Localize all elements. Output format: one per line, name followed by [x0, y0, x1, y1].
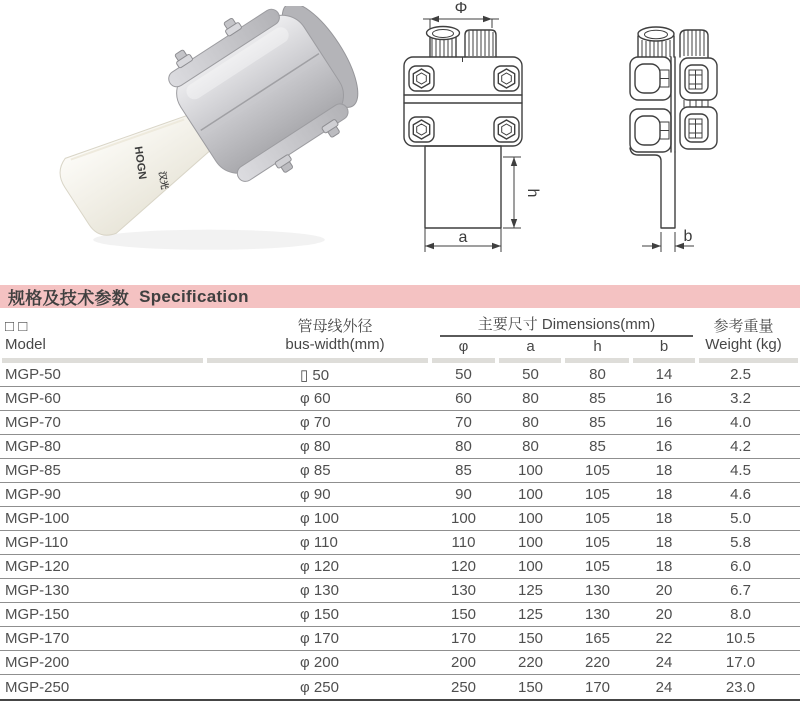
cell-a: 100	[517, 534, 544, 551]
band-segment	[207, 358, 428, 363]
dim-label-h: h	[524, 188, 541, 198]
cell-phi: 100	[450, 510, 477, 527]
cell-b: 14	[655, 366, 673, 383]
column-header-model	[0, 318, 240, 356]
section-title-zh: 规格及技术参数	[8, 289, 130, 308]
bus-header-zh: 管母线外径	[297, 317, 373, 335]
cell-weight: 3.2	[730, 390, 751, 407]
cell-model: MGP-150	[5, 606, 70, 623]
cell-a: 100	[517, 510, 544, 527]
cell-phi: 80	[455, 438, 472, 455]
model-header-en: Model	[5, 336, 46, 354]
cell-bus-width: φ 150	[300, 606, 339, 623]
product-photo-illustration	[58, 6, 360, 258]
photo-shadow	[93, 230, 325, 250]
dim-label-a: a	[458, 229, 468, 246]
cell-b: 18	[655, 558, 673, 575]
cell-bus-width: φ 200	[300, 654, 339, 671]
table-row	[0, 675, 800, 699]
clamp-body-outline	[404, 57, 522, 146]
cell-bus-width: φ 70	[300, 414, 331, 431]
cell-bus-width: φ 85	[300, 462, 331, 479]
section-title-bar	[0, 285, 800, 308]
table-row	[0, 387, 800, 411]
cell-b: 22	[655, 630, 673, 647]
column-header-bus-width	[240, 318, 430, 356]
cell-a: 50	[522, 366, 539, 383]
front-view-svg	[390, 0, 570, 262]
cell-a: 80	[522, 438, 539, 455]
table-row	[0, 603, 800, 627]
band-segment	[633, 358, 695, 363]
cell-phi: 250	[450, 678, 477, 696]
model-header-zh: □ □	[5, 317, 28, 335]
cell-b: 18	[655, 462, 673, 479]
cell-weight: 5.0	[730, 510, 751, 527]
dimensions-subheaders	[430, 337, 697, 355]
cell-phi: 170	[450, 630, 477, 647]
cell-model: MGP-100	[5, 510, 70, 527]
cell-weight: 2.5	[730, 366, 751, 383]
table-row	[0, 363, 800, 387]
cell-h: 105	[584, 462, 611, 479]
cell-weight: 4.5	[730, 462, 751, 479]
subheader-phi: φ	[458, 338, 469, 355]
table-body	[0, 363, 800, 701]
cell-h: 165	[584, 630, 611, 647]
side-view-drawing	[604, 0, 800, 262]
cell-h: 80	[589, 366, 606, 383]
cell-weight: 6.0	[730, 558, 751, 575]
cell-bus-width: ▯ 50	[300, 366, 330, 384]
cell-h: 130	[584, 606, 611, 623]
cell-b: 18	[655, 486, 673, 503]
cell-phi: 70	[455, 414, 472, 431]
cell-b: 20	[655, 606, 673, 623]
cell-bus-width: φ 80	[300, 438, 331, 455]
cell-model: MGP-170	[5, 630, 70, 647]
cell-bus-width: φ 60	[300, 390, 331, 407]
cell-h: 170	[584, 678, 611, 696]
cell-model: MGP-200	[5, 654, 70, 671]
cell-h: 105	[584, 534, 611, 551]
table-row	[0, 555, 800, 579]
product-photo	[58, 6, 360, 258]
table-row	[0, 507, 800, 531]
wedge-tab-outline	[425, 146, 501, 228]
subheader-a: a	[526, 338, 535, 355]
cell-weight: 4.0	[730, 414, 751, 431]
cell-b: 20	[655, 582, 673, 599]
side-view-svg	[604, 0, 800, 262]
cell-bus-width: φ 90	[300, 486, 331, 503]
cell-model: MGP-130	[5, 582, 70, 599]
cell-model: MGP-110	[5, 534, 69, 551]
cell-h: 105	[584, 510, 611, 527]
table-row	[0, 651, 800, 675]
cell-weight: 23.0	[725, 678, 756, 696]
right-clamp-blocks	[680, 58, 717, 149]
subheader-h: h	[593, 338, 602, 355]
cell-model: MGP-50	[5, 366, 61, 383]
cell-weight: 4.6	[730, 486, 751, 503]
cell-phi: 120	[450, 558, 477, 575]
cell-phi: 85	[455, 462, 472, 479]
left-clamp-blocks	[630, 57, 671, 152]
cell-h: 85	[589, 438, 606, 455]
cell-model: MGP-250	[5, 678, 70, 696]
cell-weight: 5.8	[730, 534, 751, 551]
weight-header-zh: 参考重量	[713, 317, 774, 335]
column-group-dimensions	[430, 313, 697, 355]
cell-model: MGP-90	[5, 486, 61, 503]
table-row	[0, 411, 800, 435]
cell-phi: 50	[455, 366, 472, 383]
dim-label-phi: Φ	[454, 0, 468, 17]
table-row	[0, 627, 800, 651]
dim-label-b: b	[683, 228, 693, 245]
cell-phi: 150	[450, 606, 477, 623]
band-segment	[499, 358, 561, 363]
cell-phi: 60	[455, 390, 472, 407]
cell-a: 220	[517, 654, 544, 671]
cell-weight: 10.5	[725, 630, 756, 647]
cell-weight: 6.7	[730, 582, 751, 599]
band-segment	[565, 358, 629, 363]
section-title-en: Specification	[139, 286, 249, 306]
cell-a: 80	[522, 414, 539, 431]
band-segment	[699, 358, 798, 363]
cell-a: 125	[517, 606, 544, 623]
band-segment	[2, 358, 203, 363]
cell-a: 80	[522, 390, 539, 407]
cell-b: 18	[655, 510, 673, 527]
cell-a: 150	[517, 630, 544, 647]
cell-model: MGP-60	[5, 390, 61, 407]
cell-a: 100	[517, 462, 544, 479]
specification-table	[0, 311, 800, 701]
cell-bus-width: φ 120	[300, 558, 339, 575]
cell-phi: 130	[450, 582, 477, 599]
header-separator-band	[0, 358, 800, 363]
cell-bus-width: φ 170	[300, 630, 339, 647]
cell-phi: 110	[451, 534, 476, 551]
cell-h: 105	[584, 558, 611, 575]
cell-h: 105	[584, 486, 611, 503]
bus-header-en: bus-width(mm)	[285, 336, 385, 354]
weight-header-en: Weight (kg)	[705, 336, 782, 354]
table-header	[0, 311, 800, 355]
cell-model: MGP-70	[5, 414, 61, 431]
cell-bus-width: φ 100	[300, 510, 339, 527]
cell-a: 125	[517, 582, 544, 599]
cell-h: 85	[589, 390, 606, 407]
table-row	[0, 531, 800, 555]
cell-b: 24	[655, 678, 673, 696]
cell-weight: 17.0	[725, 654, 756, 671]
cell-model: MGP-85	[5, 462, 61, 479]
cell-b: 24	[655, 654, 673, 671]
band-segment	[432, 358, 495, 363]
cell-b: 18	[655, 534, 673, 551]
dimensions-group-title: 主要尺寸 Dimensions(mm)	[440, 313, 693, 337]
cell-b: 16	[655, 438, 673, 455]
subheader-b: b	[659, 338, 669, 355]
table-row	[0, 435, 800, 459]
cell-h: 220	[584, 654, 611, 671]
cell-model: MGP-120	[5, 558, 70, 575]
cell-a: 100	[517, 486, 544, 503]
cell-model: MGP-80	[5, 438, 61, 455]
cell-bus-width: φ 110	[300, 534, 338, 551]
cell-weight: 4.2	[730, 438, 751, 455]
cell-h: 85	[589, 414, 606, 431]
cell-bus-width: φ 250	[300, 678, 339, 696]
brand-logo-text: HOGN	[131, 145, 149, 181]
cell-phi: 200	[450, 654, 477, 671]
front-view-drawing	[390, 0, 570, 262]
cell-a: 100	[517, 558, 544, 575]
table-row	[0, 459, 800, 483]
column-header-weight	[697, 318, 800, 356]
cell-bus-width: φ 130	[300, 582, 339, 599]
cell-b: 16	[655, 414, 673, 431]
cell-weight: 8.0	[730, 606, 751, 623]
cell-a: 150	[517, 678, 544, 696]
cell-phi: 90	[455, 486, 472, 503]
table-row	[0, 579, 800, 603]
lower-bar	[630, 148, 675, 228]
cell-h: 130	[584, 582, 611, 599]
bus-tube-stubs	[427, 27, 497, 58]
table-row	[0, 483, 800, 507]
brand-logo-cn: 汉光	[157, 170, 170, 190]
bus-tube-stubs-side	[638, 27, 708, 57]
cell-b: 16	[655, 390, 673, 407]
